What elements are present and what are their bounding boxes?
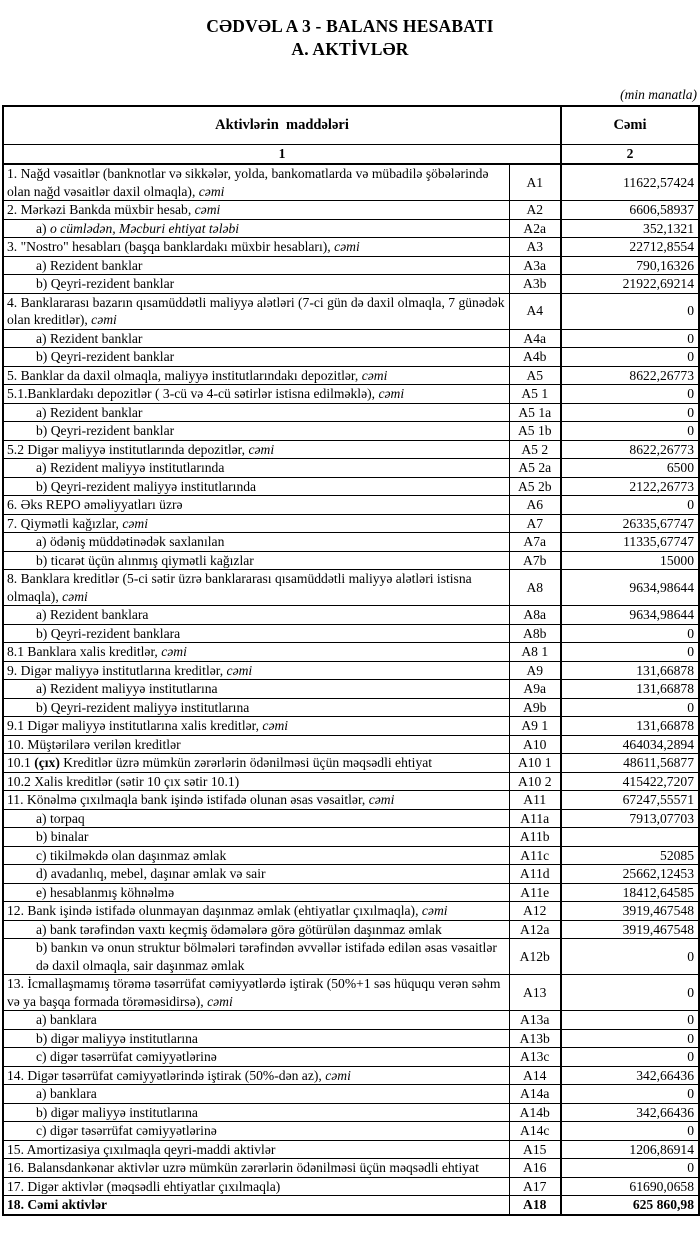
table-row xyxy=(3,477,699,496)
item-code-cell: A17 xyxy=(509,1177,561,1196)
label-segment: (çıx) xyxy=(34,755,60,771)
label-segment: o cümlədən, Məcburi ehtiyat tələbi xyxy=(49,220,240,236)
item-label-cell xyxy=(3,477,509,496)
item-value-cell: 415422,7207 xyxy=(561,772,699,791)
item-label-cell xyxy=(3,1048,509,1067)
item-code-cell: A11c xyxy=(509,846,561,865)
table-row xyxy=(3,624,699,643)
item-value-cell: 790,16326 xyxy=(561,256,699,275)
item-code-cell: A8a xyxy=(509,606,561,625)
item-value-cell: 0 xyxy=(561,1122,699,1141)
table-row xyxy=(3,403,699,422)
item-value-cell: 464034,2894 xyxy=(561,735,699,754)
item-label-cell xyxy=(3,624,509,643)
item-value-cell: 0 xyxy=(561,939,699,975)
item-value-cell: 131,66878 xyxy=(561,661,699,680)
item-code-cell: A9 xyxy=(509,661,561,680)
item-label-cell xyxy=(3,1029,509,1048)
label-segment: cəmi xyxy=(378,386,405,402)
item-label-cell xyxy=(3,1103,509,1122)
item-value-cell: 0 xyxy=(561,422,699,441)
label-segment: c) tikilməkdə olan daşınmaz əmlak xyxy=(36,847,227,863)
item-code-cell: A10 xyxy=(509,735,561,754)
label-segment: 18. Cəmi aktivlər xyxy=(7,1197,108,1213)
item-code-cell: A4b xyxy=(509,348,561,367)
item-code-cell: A11 xyxy=(509,791,561,810)
item-value-cell: 0 xyxy=(561,329,699,348)
item-code-cell: A8 1 xyxy=(509,643,561,662)
item-value-cell: 61690,0658 xyxy=(561,1177,699,1196)
label-segment: cəmi xyxy=(325,1067,351,1083)
label-segment: 10. Müştərilərə verilən kreditlər xyxy=(7,736,181,752)
table-row xyxy=(3,329,699,348)
label-segment: a) torpaq xyxy=(36,810,85,826)
table-row xyxy=(3,735,699,754)
table-row xyxy=(3,1140,699,1159)
table-row xyxy=(3,422,699,441)
table-row xyxy=(3,939,699,975)
item-value-cell: 0 xyxy=(561,496,699,515)
label-segment: 5. Banklar da daxil olmaqla, maliyyə institutlarındakı depozitlər, xyxy=(7,367,362,383)
label-segment: cəmi xyxy=(207,993,233,1009)
table-row xyxy=(3,754,699,773)
label-segment: b) digər maliyyə institutlarına xyxy=(36,1030,198,1046)
item-code-cell: A5 2 xyxy=(509,440,561,459)
item-value-cell: 0 xyxy=(561,1029,699,1048)
label-segment: b) Qeyri-rezident maliyyə institutlarında xyxy=(36,478,257,494)
item-value-cell: 131,66878 xyxy=(561,680,699,699)
table-row xyxy=(3,1011,699,1030)
table-row xyxy=(3,440,699,459)
column-number-1: 1 xyxy=(3,145,561,165)
item-label-cell xyxy=(3,1140,509,1159)
item-code-cell: A7 xyxy=(509,514,561,533)
item-value-cell: 18412,64585 xyxy=(561,883,699,902)
table-row xyxy=(3,385,699,404)
label-segment: b) digər maliyyə institutlarına xyxy=(36,1104,198,1120)
item-label-cell xyxy=(3,1011,509,1030)
item-label-cell xyxy=(3,680,509,699)
item-code-cell: A2a xyxy=(509,219,561,238)
item-label-cell xyxy=(3,846,509,865)
item-code-cell: A4 xyxy=(509,293,561,329)
label-segment: d) avadanlıq, mebel, daşınar əmlak və sair xyxy=(36,866,266,882)
item-value-cell: 2122,26773 xyxy=(561,477,699,496)
item-value-cell: 11622,57424 xyxy=(561,164,699,201)
table-row xyxy=(3,883,699,902)
table-row xyxy=(3,846,699,865)
label-segment: a) xyxy=(36,220,50,236)
item-code-cell: A5 2b xyxy=(509,477,561,496)
item-value-cell: 0 xyxy=(561,348,699,367)
table-row xyxy=(3,533,699,552)
item-label-cell xyxy=(3,366,509,385)
label-segment: a) Rezident banklar xyxy=(36,330,143,346)
title-line-1: CƏDVƏL A 3 - BALANS HESABATI xyxy=(206,16,494,36)
table-row xyxy=(3,772,699,791)
item-code-cell: A13b xyxy=(509,1029,561,1048)
item-code-cell: A7a xyxy=(509,533,561,552)
table-row xyxy=(3,1029,699,1048)
label-segment: 15. Amortizasiya çıxılmaqla qeyri-maddi aktivlər xyxy=(7,1141,276,1157)
table-row xyxy=(3,828,699,847)
label-segment: 7. Qiymətli kağızlar, xyxy=(7,515,123,531)
item-label-cell xyxy=(3,939,509,975)
item-code-cell: A18 xyxy=(509,1196,561,1215)
item-label-cell xyxy=(3,717,509,736)
column-number-2: 2 xyxy=(561,145,699,165)
label-segment: b) Qeyri-rezident banklar xyxy=(36,349,175,365)
item-value-cell: 0 xyxy=(561,1048,699,1067)
item-code-cell: A13a xyxy=(509,1011,561,1030)
item-label-cell xyxy=(3,643,509,662)
label-segment: 2. Mərkəzi Bankda müxbir hesab, xyxy=(7,202,195,218)
table-row xyxy=(3,661,699,680)
label-segment: 5.1.Banklardakı depozitlər ( 3-cü və 4-cü sətirlər istisna edilməklə), xyxy=(7,386,379,402)
table-row xyxy=(3,1048,699,1067)
item-value-cell: 52085 xyxy=(561,846,699,865)
label-segment: 6. Əks REPO əməliyyatları üzrə xyxy=(7,497,183,513)
table-row xyxy=(3,791,699,810)
item-code-cell: A14 xyxy=(509,1066,561,1085)
item-label-cell xyxy=(3,551,509,570)
items-column-header: Aktivlərin maddələri xyxy=(3,106,561,145)
label-segment: a) banklara xyxy=(36,1086,97,1102)
label-segment: 13. İcmallaşmamış törəmə təsərrüfat cəmiyyətlərdə iştirak (50%+1 səs hüququ verən səhm və ya başqa formada törəməsidirsə), xyxy=(7,976,501,1009)
item-label-cell xyxy=(3,698,509,717)
item-value-cell xyxy=(561,828,699,847)
item-label-cell xyxy=(3,385,509,404)
label-segment: cəmi xyxy=(421,903,448,919)
label-segment: 9.1 Digər maliyyə institutlarına xalis kreditlər, xyxy=(7,718,263,734)
item-code-cell: A1 xyxy=(509,164,561,201)
item-code-cell: A9 1 xyxy=(509,717,561,736)
item-code-cell: A4a xyxy=(509,329,561,348)
item-code-cell: A16 xyxy=(509,1159,561,1178)
item-label-cell xyxy=(3,975,509,1011)
label-segment: e) hesablanmış köhnəlmə xyxy=(36,884,175,900)
item-label-cell xyxy=(3,754,509,773)
table-row xyxy=(3,366,699,385)
item-label-cell xyxy=(3,735,509,754)
item-label-cell xyxy=(3,1066,509,1085)
label-segment: b) bankın və onun struktur bölmələri tərəfindən əvvəllər istifadə edilən əsas vəsaitlər də daxil olmaqla, sair daşınmaz əmlak xyxy=(36,940,497,973)
item-label-cell xyxy=(3,883,509,902)
table-row xyxy=(3,1196,699,1215)
item-code-cell: A5 1b xyxy=(509,422,561,441)
item-value-cell: 7913,07703 xyxy=(561,809,699,828)
item-label-cell xyxy=(3,440,509,459)
item-label-cell xyxy=(3,1177,509,1196)
item-code-cell: A14b xyxy=(509,1103,561,1122)
table-row xyxy=(3,348,699,367)
table-row xyxy=(3,1066,699,1085)
item-code-cell: A2 xyxy=(509,201,561,220)
item-code-cell: A11d xyxy=(509,865,561,884)
item-code-cell: A5 2a xyxy=(509,459,561,478)
item-value-cell: 0 xyxy=(561,385,699,404)
label-segment: cəmi xyxy=(91,312,117,328)
item-value-cell: 67247,55571 xyxy=(561,791,699,810)
table-row xyxy=(3,219,699,238)
item-code-cell: A12 xyxy=(509,902,561,921)
item-code-cell: A5 1 xyxy=(509,385,561,404)
item-label-cell xyxy=(3,1122,509,1141)
item-code-cell: A12b xyxy=(509,939,561,975)
table-row xyxy=(3,975,699,1011)
table-body xyxy=(3,164,699,1215)
label-segment: cəmi xyxy=(194,202,221,218)
label-segment: b) Qeyri-rezident banklar xyxy=(36,423,175,439)
item-label-cell xyxy=(3,219,509,238)
item-code-cell: A5 xyxy=(509,366,561,385)
label-segment: cəmi xyxy=(248,441,275,457)
item-value-cell: 625 860,98 xyxy=(561,1196,699,1215)
label-segment: a) Rezident banklar xyxy=(36,257,143,273)
item-value-cell: 3919,467548 xyxy=(561,902,699,921)
label-segment: 17. Digər aktivlər (məqsədli ehtiyatlar çıxılmaqla) xyxy=(7,1178,281,1194)
table-row xyxy=(3,514,699,533)
label-segment: 10.1 xyxy=(7,755,35,771)
item-value-cell: 22712,8554 xyxy=(561,238,699,257)
label-segment: a) bank tərəfindən vaxtı keçmiş ödəmələrə görə götürülən daşınmaz əmlak xyxy=(36,921,442,937)
item-label-cell xyxy=(3,293,509,329)
item-value-cell: 342,66436 xyxy=(561,1103,699,1122)
item-value-cell: 8622,26773 xyxy=(561,440,699,459)
table-row xyxy=(3,1103,699,1122)
item-label-cell xyxy=(3,661,509,680)
label-segment: a) Rezident maliyyə institutlarına xyxy=(36,681,218,697)
label-segment: a) Rezident banklara xyxy=(36,607,149,623)
item-label-cell xyxy=(3,1196,509,1215)
table-row xyxy=(3,717,699,736)
label-segment: cəmi xyxy=(368,792,395,808)
item-value-cell: 0 xyxy=(561,624,699,643)
item-value-cell: 0 xyxy=(561,403,699,422)
item-code-cell: A15 xyxy=(509,1140,561,1159)
item-value-cell: 6500 xyxy=(561,459,699,478)
label-segment: 9. Digər maliyyə institutlarına kreditlər, xyxy=(7,662,227,678)
item-label-cell xyxy=(3,1159,509,1178)
label-segment: b) ticarət üçün alınmış qiymətli kağızlar xyxy=(36,552,254,568)
table-row xyxy=(3,496,699,515)
item-value-cell: 0 xyxy=(561,698,699,717)
item-label-cell xyxy=(3,865,509,884)
table-row xyxy=(3,1085,699,1104)
item-label-cell xyxy=(3,256,509,275)
label-segment: cəmi xyxy=(361,367,388,383)
label-segment: a) Rezident maliyyə institutlarında xyxy=(36,460,225,476)
table-row xyxy=(3,680,699,699)
table-header xyxy=(3,106,699,164)
table-row xyxy=(3,809,699,828)
label-segment: 4. Banklararası bazarın qısamüddətli maliyyə alətləri (7-ci gün də daxil olmaqla, 7 günədək olan kreditlər), xyxy=(7,294,505,328)
label-segment: 5.2 Digər maliyyə institutlarında depozitlər, xyxy=(7,441,249,457)
item-value-cell: 1206,86914 xyxy=(561,1140,699,1159)
item-code-cell: A3 xyxy=(509,238,561,257)
item-value-cell: 6606,58937 xyxy=(561,201,699,220)
table-row xyxy=(3,643,699,662)
item-value-cell: 131,66878 xyxy=(561,717,699,736)
item-label-cell xyxy=(3,459,509,478)
label-segment: cəmi xyxy=(161,644,187,660)
label-segment: 12. Bank işində istifadə olunmayan daşınmaz əmlak (ehtiyatlar çıxılmaqla), xyxy=(7,903,422,919)
item-value-cell: 3919,467548 xyxy=(561,920,699,939)
table-row xyxy=(3,293,699,329)
label-segment: a) Rezident banklar xyxy=(36,404,143,420)
label-segment: a) banklara xyxy=(36,1012,97,1028)
label-segment: b) Qeyri-rezident banklar xyxy=(36,276,175,292)
label-segment: cəmi xyxy=(198,183,225,199)
item-code-cell: A6 xyxy=(509,496,561,515)
item-code-cell: A12a xyxy=(509,920,561,939)
item-value-cell: 0 xyxy=(561,293,699,329)
label-segment: 8. Banklara kreditlər (5-ci sətir üzrə banklararası qısamüddətli maliyyə alətləri istisna olmaqla), xyxy=(7,571,472,604)
item-value-cell: 9634,98644 xyxy=(561,606,699,625)
table-row xyxy=(3,459,699,478)
item-label-cell xyxy=(3,606,509,625)
label-segment: 8.1 Banklara xalis kreditlər, xyxy=(7,644,162,660)
label-segment: cəmi xyxy=(334,239,360,255)
label-segment: c) digər təsərrüfat cəmiyyətlərinə xyxy=(36,1123,217,1139)
item-label-cell xyxy=(3,920,509,939)
label-segment: cəmi xyxy=(262,718,289,734)
table-row xyxy=(3,902,699,921)
item-label-cell xyxy=(3,238,509,257)
table-row xyxy=(3,1159,699,1178)
item-label-cell xyxy=(3,533,509,552)
item-code-cell: A13 xyxy=(509,975,561,1011)
item-label-cell xyxy=(3,496,509,515)
item-value-cell: 25662,12453 xyxy=(561,865,699,884)
label-segment: b) Qeyri-rezident banklara xyxy=(36,625,181,641)
item-label-cell xyxy=(3,772,509,791)
title-line-2: A. AKTİVLƏR xyxy=(291,39,409,60)
item-label-cell xyxy=(3,164,509,201)
table-row xyxy=(3,570,699,606)
item-value-cell: 21922,69214 xyxy=(561,275,699,294)
item-code-cell: A5 1a xyxy=(509,403,561,422)
table-row xyxy=(3,201,699,220)
item-value-cell: 342,66436 xyxy=(561,1066,699,1085)
label-segment: a) ödəniş müddətinədək saxlanılan xyxy=(36,534,225,550)
table-row xyxy=(3,920,699,939)
item-value-cell: 0 xyxy=(561,643,699,662)
item-code-cell: A3a xyxy=(509,256,561,275)
item-code-cell: A11e xyxy=(509,883,561,902)
item-label-cell xyxy=(3,514,509,533)
label-segment: 11. Könəlmə çıxılmaqla bank işində istifadə olunan əsas vəsaitlər, xyxy=(7,792,369,808)
item-code-cell: A9a xyxy=(509,680,561,699)
item-label-cell xyxy=(3,403,509,422)
item-value-cell: 0 xyxy=(561,1159,699,1178)
item-code-cell: A9b xyxy=(509,698,561,717)
label-segment: b) Qeyri-rezident maliyyə institutlarına xyxy=(36,699,250,715)
table-row xyxy=(3,1122,699,1141)
table-row xyxy=(3,698,699,717)
item-value-cell: 48611,56877 xyxy=(561,754,699,773)
balance-table xyxy=(2,105,700,1216)
label-segment: b) binalar xyxy=(36,829,89,845)
table-row xyxy=(3,238,699,257)
label-segment: cəmi xyxy=(62,588,88,604)
total-column-header: Cəmi xyxy=(561,106,699,145)
item-label-cell xyxy=(3,902,509,921)
item-code-cell: A14c xyxy=(509,1122,561,1141)
document-title xyxy=(0,15,700,61)
item-label-cell xyxy=(3,201,509,220)
item-value-cell: 0 xyxy=(561,1085,699,1104)
label-segment: c) digər təsərrüfat cəmiyyətlərinə xyxy=(36,1049,217,1065)
label-segment: 10.2 Xalis kreditlər (sətir 10 çıx sətir 10.1) xyxy=(7,773,240,789)
item-value-cell: 0 xyxy=(561,1011,699,1030)
item-label-cell xyxy=(3,348,509,367)
item-value-cell: 0 xyxy=(561,975,699,1011)
item-code-cell: A10 2 xyxy=(509,772,561,791)
header-row-numbers xyxy=(3,145,699,165)
item-code-cell: A3b xyxy=(509,275,561,294)
item-code-cell: A11b xyxy=(509,828,561,847)
item-label-cell xyxy=(3,422,509,441)
table-row xyxy=(3,1177,699,1196)
table-row xyxy=(3,606,699,625)
item-code-cell: A8 xyxy=(509,570,561,606)
label-segment: 1. Nağd vəsaitlər (banknotlar və sikkələr, yolda, bankomatlarda və mübadilə şöbələrində olan nağd vəsaitlər daxil olmaqla), xyxy=(7,166,489,199)
item-value-cell: 11335,67747 xyxy=(561,533,699,552)
table-row xyxy=(3,275,699,294)
table-row xyxy=(3,551,699,570)
item-label-cell xyxy=(3,828,509,847)
item-value-cell: 26335,67747 xyxy=(561,514,699,533)
table-row xyxy=(3,256,699,275)
item-code-cell: A11a xyxy=(509,809,561,828)
item-code-cell: A10 1 xyxy=(509,754,561,773)
item-value-cell: 8622,26773 xyxy=(561,366,699,385)
label-segment: 16. Balansdankənar aktivlər uzrə mümkün zərərlərin ödənilməsi üçün məqsədli ehtiyat xyxy=(7,1160,479,1176)
item-code-cell: A8b xyxy=(509,624,561,643)
header-row-labels xyxy=(3,106,699,145)
item-label-cell xyxy=(3,329,509,348)
item-value-cell: 15000 xyxy=(561,551,699,570)
label-segment: cəmi xyxy=(226,662,253,678)
item-code-cell: A7b xyxy=(509,551,561,570)
item-value-cell: 9634,98644 xyxy=(561,570,699,606)
item-label-cell xyxy=(3,570,509,606)
item-label-cell xyxy=(3,275,509,294)
table-row xyxy=(3,164,699,201)
item-code-cell: A14a xyxy=(509,1085,561,1104)
label-segment: cəmi xyxy=(122,515,149,531)
label-segment: Kreditlər üzrə mümkün zərərlərin ödənilməsi üçün məqsədli ehtiyat xyxy=(59,755,433,771)
label-segment: 3. "Nostro" hesabları (başqa banklardakı müxbir hesabları), xyxy=(7,239,335,255)
item-label-cell xyxy=(3,791,509,810)
unit-note: (min manatla) xyxy=(620,87,697,103)
item-label-cell xyxy=(3,809,509,828)
item-code-cell: A13c xyxy=(509,1048,561,1067)
table-row xyxy=(3,865,699,884)
item-label-cell xyxy=(3,1085,509,1104)
item-value-cell: 352,1321 xyxy=(561,219,699,238)
label-segment: 14. Digər təsərrüfat cəmiyyətlərində iştirak (50%-dən az), xyxy=(7,1067,326,1083)
